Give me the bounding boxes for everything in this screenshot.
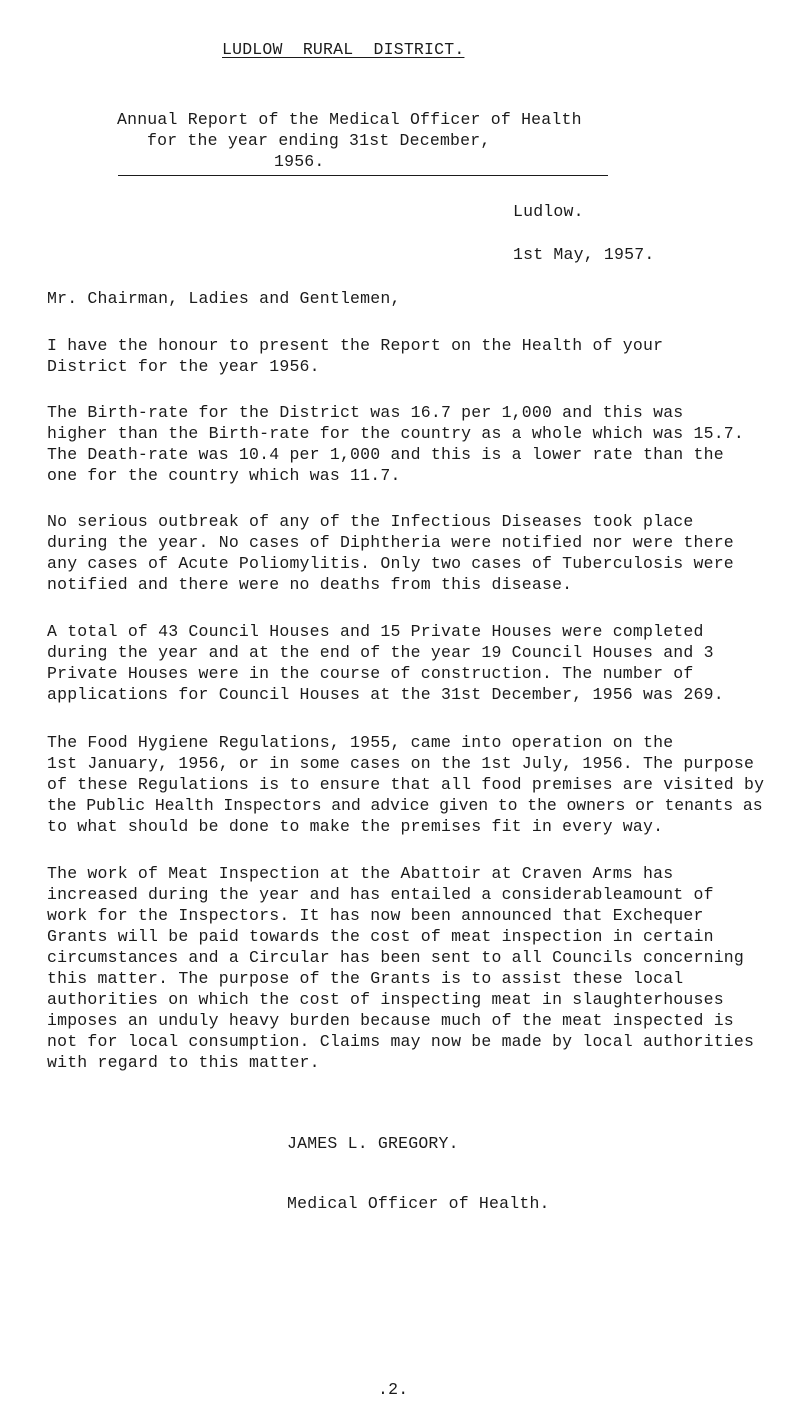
report-title-year: 1956. <box>274 152 325 171</box>
paragraph-line: The work of Meat Inspection at the Abattoir at Craven Arms has <box>47 864 674 883</box>
paragraph-line: of these Regulations is to ensure that all food premises are visited by <box>47 775 765 794</box>
paragraph-line: I have the honour to present the Report on the Health of your <box>47 336 664 355</box>
paragraph-line: District for the year 1956. <box>47 357 320 376</box>
paragraph-line: this matter. The purpose of the Grants is to assist these local <box>47 969 684 988</box>
paragraph-line: the Public Health Inspectors and advice given to the owners or tenants as <box>47 796 763 815</box>
place: Ludlow. <box>513 202 584 221</box>
paragraph-line: The Food Hygiene Regulations, 1955, came into operation on the <box>47 733 674 752</box>
report-title-line-2: for the year ending 31st December, <box>147 131 491 150</box>
paragraph-line: The Birth-rate for the District was 16.7 per 1,000 and this was <box>47 403 684 422</box>
signature-title: Medical Officer of Health. <box>287 1194 550 1213</box>
paragraph-line: with regard to this matter. <box>47 1053 320 1072</box>
paragraph-line: imposes an unduly heavy burden because much of the meat inspected is <box>47 1011 734 1030</box>
paragraph-line: applications for Council Houses at the 31st December, 1956 was 269. <box>47 685 724 704</box>
paragraph-line: work for the Inspectors. It has now been announced that Exchequer <box>47 906 704 925</box>
paragraph-line: Grants will be paid towards the cost of meat inspection in certain <box>47 927 714 946</box>
paragraph-line: one for the country which was 11.7. <box>47 466 401 485</box>
paragraph-line: A total of 43 Council Houses and 15 Private Houses were completed <box>47 622 704 641</box>
paragraph-line: 1st January, 1956, or in some cases on the 1st July, 1956. The purpose <box>47 754 755 773</box>
paragraph-line: Private Houses were in the course of construction. The number of <box>47 664 694 683</box>
paragraph-line: during the year and at the end of the year 19 Council Houses and 3 <box>47 643 714 662</box>
report-title-line-1: Annual Report of the Medical Officer of Health <box>117 110 582 129</box>
date: 1st May, 1957. <box>513 245 655 264</box>
paragraph-line: any cases of Acute Poliomylitis. Only two cases of Tuberculosis were <box>47 554 734 573</box>
paragraph-line: not for local consumption. Claims may now be made by local authorities <box>47 1032 755 1051</box>
paragraph-line: authorities on which the cost of inspecting meat in slaughterhouses <box>47 990 724 1009</box>
district-heading: LUDLOW RURAL DISTRICT. <box>222 40 465 59</box>
signature-name: JAMES L. GREGORY. <box>287 1134 459 1153</box>
paragraph-line: No serious outbreak of any of the Infectious Diseases took place <box>47 512 694 531</box>
title-underline <box>118 175 608 176</box>
page-number: .2. <box>378 1380 409 1399</box>
paragraph-line: increased during the year and has entailed a considerableamount of <box>47 885 714 904</box>
paragraph-line: The Death-rate was 10.4 per 1,000 and this is a lower rate than the <box>47 445 724 464</box>
paragraph-line: to what should be done to make the premises fit in every way. <box>47 817 664 836</box>
paragraph-line: circumstances and a Circular has been sent to all Councils concerning <box>47 948 745 967</box>
salutation: Mr. Chairman, Ladies and Gentlemen, <box>47 289 401 308</box>
paragraph-line: during the year. No cases of Diphtheria were notified nor were there <box>47 533 734 552</box>
paragraph-line: notified and there were no deaths from this disease. <box>47 575 573 594</box>
paragraph-line: higher than the Birth-rate for the country as a whole which was 15.7. <box>47 424 745 443</box>
